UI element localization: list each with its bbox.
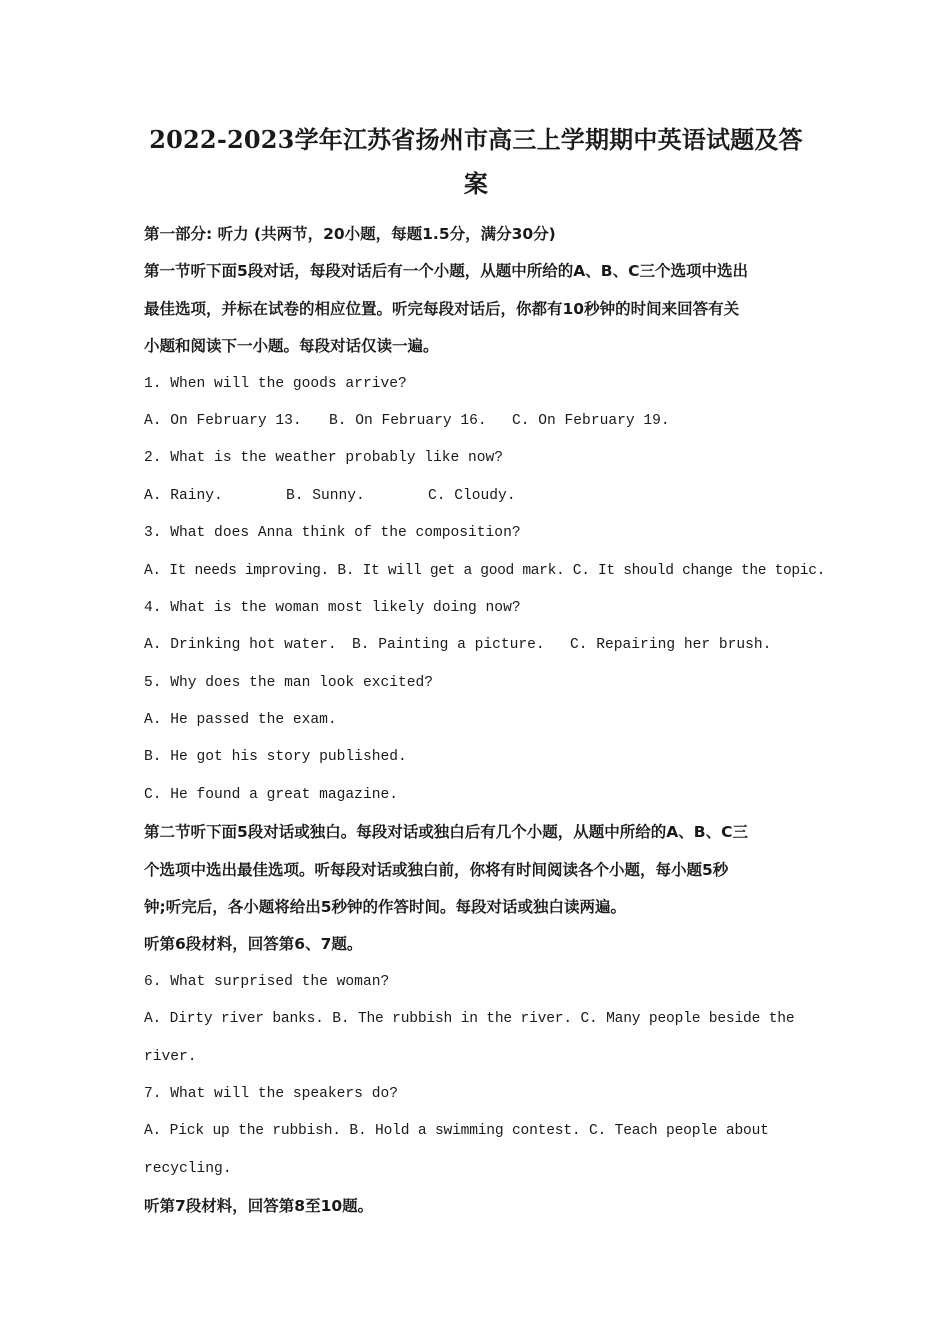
question-1-option-b: B. On February 16. [329,412,487,429]
question-6-options-line1: A. Dirty river banks. B. The rubbish in the river. C. Many people beside the [144,1011,795,1028]
question-2-option-b: B. Sunny. [286,487,365,504]
question-1-option-c: C. On February 19. [512,412,670,429]
question-2-option-c: C. Cloudy. [428,487,516,504]
question-7-options-line2: recycling. [144,1160,232,1177]
question-2-stem: 2. What is the weather probably like now? [144,450,504,467]
question-2-options [144,478,808,515]
question-6-stem: 6. What surprised the woman? [144,973,390,990]
section2-instructions-line3: 钟;听完后，各小题将给出5秒钟的作答时间。每段对话或独白读两遍。 [144,898,626,917]
material-6-heading: 听第6段材料，回答第6、7题。 [144,935,363,954]
section1-instructions-line1: 第一节听下面5段对话，每段对话后有一个小题，从题中所给的A、B、C三个选项中选出 [144,262,748,281]
question-6-options-line2: river. [144,1048,197,1065]
question-4-option-c: C. Repairing her brush. [570,637,772,654]
section2-instructions-line1: 第二节听下面5段对话或独白。每段对话或独白后有几个小题，从题中所给的A、B、C三 [144,823,748,842]
question-4-option-b: B. Painting a picture. [352,637,545,654]
question-2-option-a: A. Rainy. [144,487,223,504]
document-title: 2022-2023学年江苏省扬州市高三上学期期中英语试题及答案 [149,125,803,198]
section2-instructions-line2: 个选项中选出最佳选项。听每段对话或独白前，你将有时间阅读各个小题，每小题5秒 [144,860,729,879]
material-7-heading: 听第7段材料，回答第8至10题。 [144,1197,374,1216]
question-4-stem: 4. What is the woman most likely doing now? [144,599,521,616]
question-4-options [144,627,808,664]
question-7-stem: 7. What will the speakers do? [144,1085,398,1102]
question-7-options-line1: A. Pick up the rubbish. B. Hold a swimming contest. C. Teach people about [144,1123,769,1140]
question-1-stem: 1. When will the goods arrive? [144,375,407,392]
question-3-stem: 3. What does Anna think of the composition? [144,525,521,542]
question-1-option-a: A. On February 13. [144,412,302,429]
question-5-option-b: B. He got his story published. [144,749,407,766]
section1-instructions-line3: 小题和阅读下一小题。每段对话仅读一遍。 [144,337,439,356]
question-3-options: A. It needs improving. B. It will get a good mark. C. It should change the topic. [144,562,826,579]
question-5-stem: 5. Why does the man look excited? [144,674,434,691]
question-1-options [144,403,808,440]
section1-instructions-line2: 最佳选项，并标在试卷的相应位置。听完每段对话后，你都有10秒钟的时间来回答有关 [144,299,740,318]
document-page [144,118,826,1226]
question-4-option-a: A. Drinking hot water. [144,637,337,654]
part1-heading: 第一部分: 听力 (共两节，20小题，每题1.5分，满分30分) [144,225,556,243]
question-5-option-a: A. He passed the exam. [144,712,337,729]
question-5-option-c: C. He found a great magazine. [144,786,398,803]
